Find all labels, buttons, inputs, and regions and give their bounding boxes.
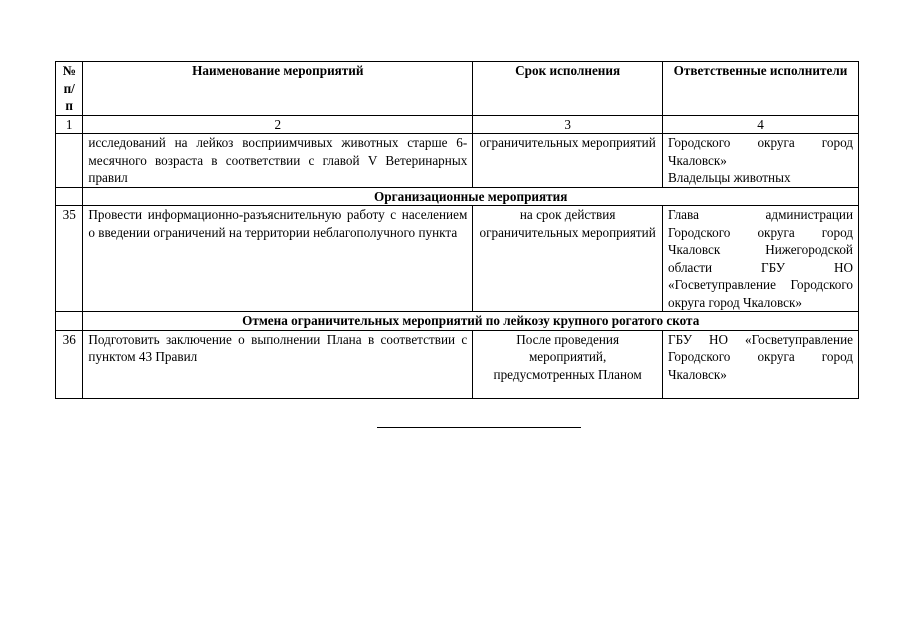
column-number: 1: [56, 115, 83, 134]
table-row: [56, 206, 859, 312]
measure-term: ограничительных мероприятий: [473, 134, 663, 188]
column-number: 2: [83, 115, 473, 134]
measure-responsible: Глава администрации Городского округа город Чкаловск Нижегородской области ГБУ НО «Госветуправление Городского округа город Чкаловск»: [662, 206, 858, 312]
table-row: [56, 330, 859, 398]
section-row: [56, 187, 859, 206]
table-row: [56, 134, 859, 188]
section-title: Отмена ограничительных мероприятий по лейкозу крупного рогатого скота: [83, 312, 859, 331]
measure-term: на срок действия ограничительных мероприятий: [473, 206, 663, 312]
section-spacer: [56, 187, 83, 206]
measures-table: [55, 61, 859, 399]
measure-name: Провести информационно-разъяснительную работу с населением о введении ограничений на территории неблагополучного пункта: [83, 206, 473, 312]
header-num: № п/п: [56, 62, 83, 116]
header-responsible: Ответственные исполнители: [662, 62, 858, 116]
column-number: 3: [473, 115, 663, 134]
section-row: [56, 312, 859, 331]
table-header-row: [56, 62, 859, 116]
column-number: 4: [662, 115, 858, 134]
signature-line: [377, 427, 581, 428]
header-name: Наименование мероприятий: [83, 62, 473, 116]
row-number: [56, 134, 83, 188]
row-number: 36: [56, 330, 83, 398]
column-numbers-row: [56, 115, 859, 134]
measure-responsible: ГБУ НО «Госветуправление Городского округа город Чкаловск»: [662, 330, 858, 398]
measure-responsible: Городского округа город Чкаловск» Владельцы животных: [662, 134, 858, 188]
measure-term: После проведения мероприятий, предусмотренных Планом: [473, 330, 663, 398]
header-term: Срок исполнения: [473, 62, 663, 116]
measure-name: Подготовить заключение о выполнении Плана в соответствии с пунктом 43 Правил: [83, 330, 473, 398]
measure-name: исследований на лейкоз восприимчивых животных старше 6-месячного возраста в соответствии с главой V Ветеринарных правил: [83, 134, 473, 188]
section-title: Организационные мероприятия: [83, 187, 859, 206]
row-number: 35: [56, 206, 83, 312]
section-spacer: [56, 312, 83, 331]
